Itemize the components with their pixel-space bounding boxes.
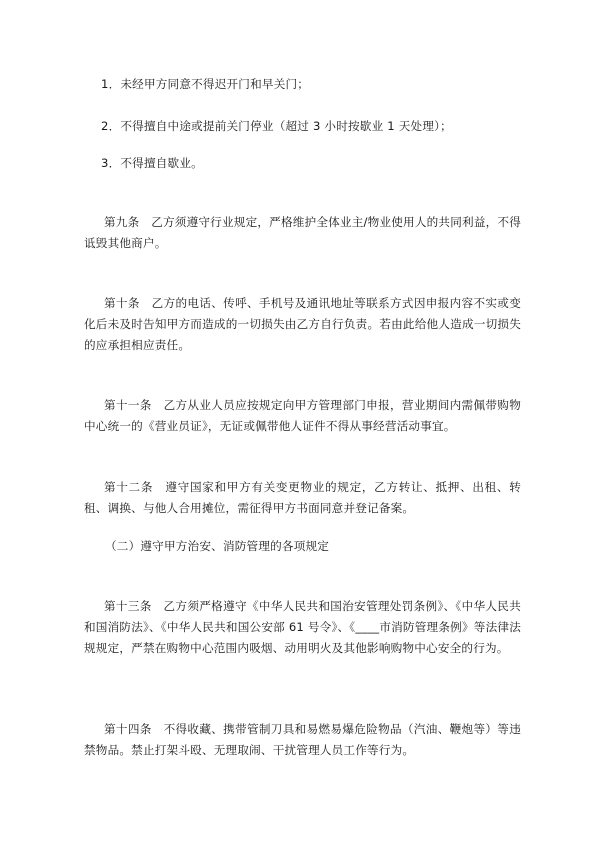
article-11: 第十一条 乙方从业人员应按规定向甲方管理部门申报，营业期间内需佩带购物中心统一的《营业员证》，无证或佩带他人证件不得从事经营活动事宜。 (84, 398, 521, 433)
list-item-2: 2．不得擅自中途或提前关门停业（超过 3 小时按歇业 1 天处理）； (101, 119, 452, 133)
article-9: 第九条 乙方须遵守行业规定，严格维护全体业主/物业使用人的共同利益，不得诋毁其他商户。 (84, 215, 521, 250)
article-10: 第十条 乙方的电话、传呼、手机号及通讯地址等联系方式因申报内容不实或变化后未及时告知甲方而造成的一切损失由乙方自行负责。若由此给他人造成一切损失的应承担相应责任。 (84, 296, 521, 352)
article-13: 第十三条 乙方须严格遵守《中华人民共和国治安管理处罚条例》、《中华人民共和国消防法》、《中华人民共和国公安部 61 号令》、《____市消防管理条例》等法律法规规定，严禁在购物中心范围内吸烟、动用明火及其他影响购物中心安全的行为。 (84, 599, 521, 655)
article-12: 第十二条 遵守国家和甲方有关变更物业的规定，乙方转让、抵押、出租、转租、调换、与他人合用摊位，需征得甲方书面同意并登记备案。 (84, 480, 521, 515)
section-heading-2: （二）遵守甲方治安、消防管理的各项规定 (105, 539, 330, 553)
list-item-1: 1．未经甲方同意不得迟开门和早关门； (101, 77, 310, 91)
list-item-3: 3．不得擅自歇业。 (101, 156, 203, 170)
article-14: 第十四条 不得收藏、携带管制刀具和易燃易爆危险物品（汽油、鞭炮等）等违禁物品。禁止打架斗殴、无理取闹、干扰管理人员工作等行为。 (84, 722, 521, 757)
